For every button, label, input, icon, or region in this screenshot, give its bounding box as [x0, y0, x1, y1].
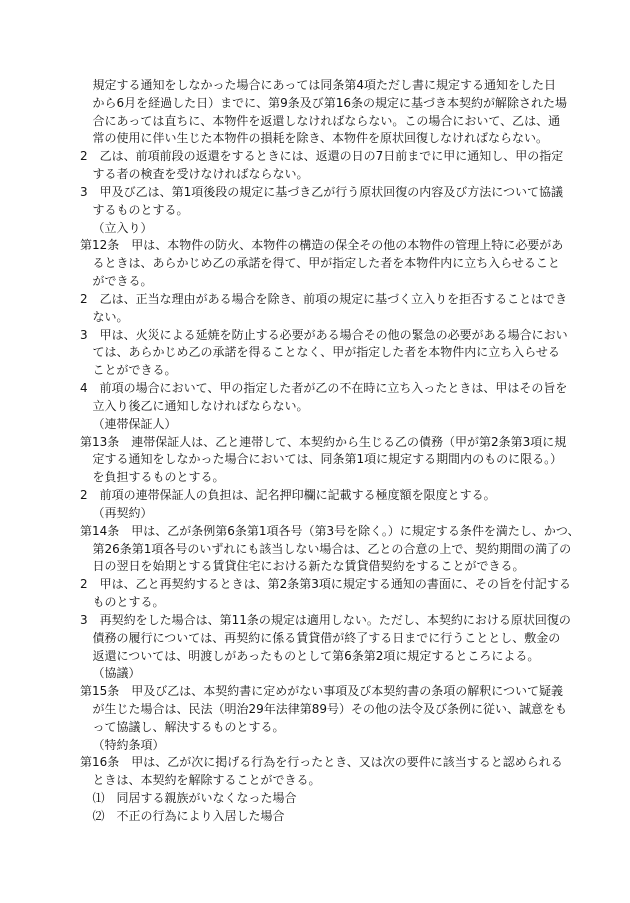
- article-13-paragraph-1-line: 第13条 連帯保証人は、乙と連帯して、本契約から生じる乙の債務（甲が第2条第3項に規: [80, 434, 567, 449]
- article-12-paragraph-4-line: 立入り後乙に通知しなければならない。: [92, 398, 309, 413]
- article-12-paragraph-1-line: 第12条 甲は、本物件の防火、本物件の構造の保全その他の本物件の管理上特に必要があ: [80, 238, 564, 253]
- article-13-paragraph-1-line: 定する通知をしなかった場合においては、同条第1項に規定する期間内のものに限る。）: [92, 452, 563, 467]
- article-15: [0, 665, 630, 736]
- article-15-paragraph-1-line: が生じた場合は、民法（明治29年法律第89号）その他の法令及び条例に従い、誠意をも: [92, 701, 568, 716]
- article-13: [0, 416, 630, 505]
- article-14-paragraph-2-line: ものとする。: [92, 595, 165, 610]
- article-11-paragraph-3-line: 3 甲及び乙は、第1項後段の規定に基づき乙が行う原状回復の内容及び方法について協議: [80, 184, 564, 199]
- article-14-paragraph-3-line: 3 再契約をした場合は、第11条の規定は適用しない。ただし、本契約における原状回復の: [80, 612, 571, 627]
- article-11-paragraph-1-line: 合にあっては直ちに、本物件を返還しなければならない。この場合において、乙は、通: [92, 113, 561, 128]
- article-12-paragraph-2-line: ない。: [92, 309, 129, 324]
- article-12-paragraph-2-line: 2 乙は、正当な理由がある場合を除き、前項の規定に基づく立入りを拒否することはでき: [80, 291, 568, 306]
- article-16-paragraph-1-line: 第16条 甲は、乙が次に掲げる行為を行ったとき、又は次の要件に該当すると認められる: [80, 755, 563, 770]
- article-15-paragraph-1-line: って協議し、解決するものとする。: [92, 719, 285, 734]
- article-11-paragraph-1-line: 常の使用に伴い生じた本物件の損耗を除き、本物件を原状回復しなければならない。: [92, 131, 549, 146]
- article-11-continued: [0, 77, 630, 220]
- article-12-paragraph-3-line: 3 甲は、火災による延焼を防止する必要がある場合その他の緊急の必要がある場合におい: [80, 327, 568, 342]
- article-14-paragraph-2-line: 2 甲は、乙と再契約するときは、第2条第3項に規定する通知の書面に、その旨を付記する: [80, 577, 571, 592]
- article-12-caption: （立入り）: [92, 220, 153, 235]
- article-15-caption: （協議）: [92, 666, 141, 681]
- article-14-caption: （再契約）: [92, 505, 153, 520]
- article-16: [0, 737, 630, 826]
- article-12-paragraph-1-line: るときは、あらかじめ乙の承諾を得て、甲が指定した者を本物件内に立ち入らせること: [92, 256, 560, 271]
- article-14: [0, 505, 630, 665]
- article-16-list-item: ⑴ 同居する親族がいなくなった場合: [92, 791, 297, 806]
- article-12-paragraph-3-line: ては、あらかじめ乙の承諾を得ることなく、甲が指定した者を本物件内に立ち入らせる: [92, 345, 560, 360]
- article-11-paragraph-1-line: から6月を経過した日）までに、第9条及び第16条の規定に基づき本契約が解除された場: [92, 95, 568, 110]
- article-14-paragraph-1-line: 第14条 甲は、乙が条例第6条第1項各号（第3号を除く。）に規定する条件を満たし、かつ、: [80, 523, 580, 538]
- article-16-caption: （特約条項）: [92, 737, 165, 752]
- article-16-list-item: ⑵ 不正の行為により入居した場合: [92, 808, 285, 823]
- article-13-paragraph-2-line: 2 前項の連帯保証人の負担は、記名押印欄に記載する極度額を限度とする。: [80, 488, 496, 503]
- article-15-paragraph-1-line: 第15条 甲及び乙は、本契約書に定めがない事項及び本契約書の条項の解釈について疑義: [80, 684, 564, 699]
- article-11-paragraph-1-line: 規定する通知をしなかった場合にあっては同条第4項ただし書に規定する通知をした日: [92, 78, 557, 92]
- article-14-paragraph-1-line: 第26条第1項各号のいずれにも該当しない場合は、乙との合意の上で、契約期間の満了の: [92, 541, 572, 556]
- document-page: [0, 77, 630, 826]
- article-12-paragraph-3-line: ことができる。: [92, 363, 177, 378]
- article-13-caption: （連帯保証人）: [92, 416, 177, 431]
- article-11-paragraph-3-line: するものとする。: [92, 202, 189, 217]
- article-14-paragraph-3-line: 債務の履行については、再契約に係る賃貸借が終了する日までに行うこととし、敷金の: [92, 630, 561, 645]
- article-14-paragraph-1-line: 日の翌日を始期とする賃貸住宅における新たな賃貸借契約をすることができる。: [92, 559, 525, 574]
- article-12-paragraph-4-line: 4 前項の場合において、甲の指定した者が乙の不在時に立ち入ったときは、甲はその旨を: [80, 381, 568, 396]
- article-12-paragraph-1-line: ができる。: [92, 274, 153, 289]
- article-12: [0, 220, 630, 416]
- article-11-paragraph-2-line: する者の検査を受けなければならない。: [92, 167, 309, 182]
- article-16-paragraph-1-line: ときは、本契約を解除することができる。: [92, 773, 321, 788]
- article-13-paragraph-1-line: を負担するものとする。: [92, 470, 225, 485]
- article-11-paragraph-2-line: 2 乙は、前項前段の返還をするときには、返還の日の7日前までに甲に通知し、甲の指定: [80, 149, 564, 164]
- article-14-paragraph-3-line: 返還については、明渡しがあったものとして第6条第2項に規定するところによる。: [92, 648, 540, 663]
